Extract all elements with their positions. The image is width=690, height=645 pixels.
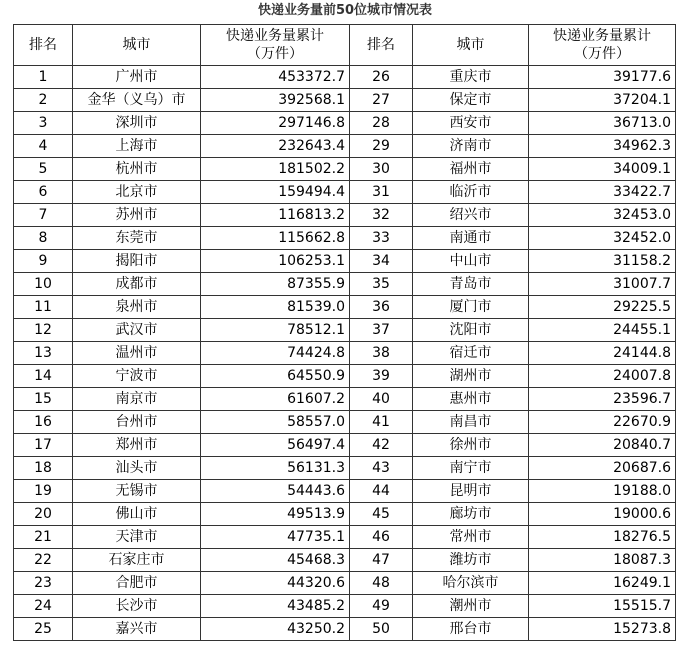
left-city-cell: 杭州市 [73, 158, 201, 181]
table-row [14, 549, 676, 572]
left-rank-cell: 15 [14, 388, 73, 411]
right-city-cell: 保定市 [413, 89, 529, 112]
left-volume-cell: 115662.8 [201, 227, 350, 250]
table-row [14, 388, 676, 411]
right-rank-cell: 29 [350, 135, 413, 158]
left-city-cell: 武汉市 [73, 319, 201, 342]
right-rank-cell: 46 [350, 526, 413, 549]
right-city-cell: 南昌市 [413, 411, 529, 434]
right-rank-cell: 48 [350, 572, 413, 595]
left-rank-cell: 8 [14, 227, 73, 250]
table-row [14, 526, 676, 549]
header-volume [529, 25, 676, 66]
right-city-cell: 宿迁市 [413, 342, 529, 365]
left-rank-cell: 17 [14, 434, 73, 457]
right-volume-cell: 31007.7 [529, 273, 676, 296]
table-row [14, 66, 676, 89]
right-rank-cell: 38 [350, 342, 413, 365]
right-volume-cell: 32453.0 [529, 204, 676, 227]
right-volume-cell: 15273.8 [529, 618, 676, 641]
left-volume-cell: 43485.2 [201, 595, 350, 618]
header-volume-line2: （万件） [574, 46, 630, 62]
table-row [14, 181, 676, 204]
left-city-cell: 宁波市 [73, 365, 201, 388]
right-volume-cell: 24455.1 [529, 319, 676, 342]
left-volume-cell: 44320.6 [201, 572, 350, 595]
table-row [14, 411, 676, 434]
left-volume-cell: 49513.9 [201, 503, 350, 526]
table-row [14, 618, 676, 641]
table-row [14, 342, 676, 365]
left-city-cell: 合肥市 [73, 572, 201, 595]
right-city-cell: 重庆市 [413, 66, 529, 89]
left-rank-cell: 25 [14, 618, 73, 641]
table-row [14, 434, 676, 457]
left-rank-cell: 14 [14, 365, 73, 388]
left-volume-cell: 74424.8 [201, 342, 350, 365]
left-volume-cell: 58557.0 [201, 411, 350, 434]
header-rank: 排名 [14, 25, 73, 66]
right-rank-cell: 33 [350, 227, 413, 250]
left-city-cell: 揭阳市 [73, 250, 201, 273]
left-volume-cell: 87355.9 [201, 273, 350, 296]
left-rank-cell: 6 [14, 181, 73, 204]
right-volume-cell: 37204.1 [529, 89, 676, 112]
right-city-cell: 福州市 [413, 158, 529, 181]
right-rank-cell: 42 [350, 434, 413, 457]
right-city-cell: 潮州市 [413, 595, 529, 618]
right-volume-cell: 18087.3 [529, 549, 676, 572]
left-rank-cell: 3 [14, 112, 73, 135]
left-rank-cell: 1 [14, 66, 73, 89]
left-volume-cell: 56497.4 [201, 434, 350, 457]
left-rank-cell: 19 [14, 480, 73, 503]
left-volume-cell: 54443.6 [201, 480, 350, 503]
right-city-cell: 哈尔滨市 [413, 572, 529, 595]
left-rank-cell: 13 [14, 342, 73, 365]
right-volume-cell: 19000.6 [529, 503, 676, 526]
left-rank-cell: 4 [14, 135, 73, 158]
left-rank-cell: 10 [14, 273, 73, 296]
table-row [14, 572, 676, 595]
left-city-cell: 石家庄市 [73, 549, 201, 572]
left-city-cell: 长沙市 [73, 595, 201, 618]
right-rank-cell: 47 [350, 549, 413, 572]
right-rank-cell: 41 [350, 411, 413, 434]
right-city-cell: 廊坊市 [413, 503, 529, 526]
right-rank-cell: 30 [350, 158, 413, 181]
left-rank-cell: 5 [14, 158, 73, 181]
right-volume-cell: 24007.8 [529, 365, 676, 388]
header-row [14, 25, 676, 66]
left-rank-cell: 23 [14, 572, 73, 595]
right-volume-cell: 29225.5 [529, 296, 676, 319]
left-rank-cell: 7 [14, 204, 73, 227]
right-city-cell: 济南市 [413, 135, 529, 158]
right-volume-cell: 33422.7 [529, 181, 676, 204]
left-volume-cell: 61607.2 [201, 388, 350, 411]
right-rank-cell: 32 [350, 204, 413, 227]
right-volume-cell: 18276.5 [529, 526, 676, 549]
left-volume-cell: 181502.2 [201, 158, 350, 181]
right-volume-cell: 32452.0 [529, 227, 676, 250]
city-ranking-table [13, 24, 676, 641]
left-city-cell: 上海市 [73, 135, 201, 158]
right-rank-cell: 50 [350, 618, 413, 641]
left-rank-cell: 12 [14, 319, 73, 342]
table-row [14, 227, 676, 250]
table-body [14, 66, 676, 641]
left-volume-cell: 392568.1 [201, 89, 350, 112]
left-rank-cell: 24 [14, 595, 73, 618]
right-rank-cell: 26 [350, 66, 413, 89]
right-volume-cell: 39177.6 [529, 66, 676, 89]
left-rank-cell: 20 [14, 503, 73, 526]
right-city-cell: 湖州市 [413, 365, 529, 388]
right-city-cell: 中山市 [413, 250, 529, 273]
left-volume-cell: 47735.1 [201, 526, 350, 549]
left-city-cell: 东莞市 [73, 227, 201, 250]
left-rank-cell: 11 [14, 296, 73, 319]
left-volume-cell: 297146.8 [201, 112, 350, 135]
right-rank-cell: 36 [350, 296, 413, 319]
right-volume-cell: 24144.8 [529, 342, 676, 365]
left-volume-cell: 106253.1 [201, 250, 350, 273]
right-rank-cell: 39 [350, 365, 413, 388]
left-rank-cell: 21 [14, 526, 73, 549]
right-city-cell: 南通市 [413, 227, 529, 250]
left-volume-cell: 116813.2 [201, 204, 350, 227]
header-volume [201, 25, 350, 66]
left-volume-cell: 43250.2 [201, 618, 350, 641]
right-city-cell: 青岛市 [413, 273, 529, 296]
right-city-cell: 昆明市 [413, 480, 529, 503]
left-city-cell: 成都市 [73, 273, 201, 296]
right-rank-cell: 45 [350, 503, 413, 526]
left-city-cell: 泉州市 [73, 296, 201, 319]
table-row [14, 135, 676, 158]
right-city-cell: 厦门市 [413, 296, 529, 319]
right-rank-cell: 34 [350, 250, 413, 273]
table-row [14, 503, 676, 526]
right-volume-cell: 36713.0 [529, 112, 676, 135]
left-volume-cell: 78512.1 [201, 319, 350, 342]
table-row [14, 273, 676, 296]
right-rank-cell: 43 [350, 457, 413, 480]
table-row [14, 204, 676, 227]
table-row [14, 250, 676, 273]
header-city: 城市 [73, 25, 201, 66]
right-volume-cell: 15515.7 [529, 595, 676, 618]
header-rank: 排名 [350, 25, 413, 66]
right-volume-cell: 19188.0 [529, 480, 676, 503]
left-city-cell: 北京市 [73, 181, 201, 204]
right-volume-cell: 22670.9 [529, 411, 676, 434]
table-row [14, 365, 676, 388]
right-city-cell: 西安市 [413, 112, 529, 135]
left-rank-cell: 9 [14, 250, 73, 273]
left-rank-cell: 18 [14, 457, 73, 480]
header-city: 城市 [413, 25, 529, 66]
header-volume-line2: （万件） [247, 46, 303, 62]
header-volume-line1: 快递业务量累计 [226, 28, 324, 44]
right-city-cell: 常州市 [413, 526, 529, 549]
left-city-cell: 南京市 [73, 388, 201, 411]
left-rank-cell: 16 [14, 411, 73, 434]
right-rank-cell: 35 [350, 273, 413, 296]
left-city-cell: 佛山市 [73, 503, 201, 526]
right-rank-cell: 37 [350, 319, 413, 342]
left-city-cell: 嘉兴市 [73, 618, 201, 641]
table-title: 快递业务量前50位城市情况表 [257, 3, 433, 18]
right-volume-cell: 20687.6 [529, 457, 676, 480]
left-city-cell: 苏州市 [73, 204, 201, 227]
right-volume-cell: 20840.7 [529, 434, 676, 457]
table-row [14, 158, 676, 181]
right-rank-cell: 28 [350, 112, 413, 135]
left-city-cell: 广州市 [73, 66, 201, 89]
left-city-cell: 无锡市 [73, 480, 201, 503]
right-city-cell: 沈阳市 [413, 319, 529, 342]
right-rank-cell: 31 [350, 181, 413, 204]
right-city-cell: 邢台市 [413, 618, 529, 641]
left-city-cell: 深圳市 [73, 112, 201, 135]
right-rank-cell: 27 [350, 89, 413, 112]
left-city-cell: 郑州市 [73, 434, 201, 457]
left-rank-cell: 22 [14, 549, 73, 572]
table-row [14, 319, 676, 342]
right-volume-cell: 34962.3 [529, 135, 676, 158]
left-volume-cell: 232643.4 [201, 135, 350, 158]
table-row [14, 296, 676, 319]
right-city-cell: 临沂市 [413, 181, 529, 204]
left-city-cell: 天津市 [73, 526, 201, 549]
table-row [14, 480, 676, 503]
right-city-cell: 绍兴市 [413, 204, 529, 227]
right-volume-cell: 34009.1 [529, 158, 676, 181]
left-volume-cell: 453372.7 [201, 66, 350, 89]
left-volume-cell: 45468.3 [201, 549, 350, 572]
left-city-cell: 台州市 [73, 411, 201, 434]
right-rank-cell: 40 [350, 388, 413, 411]
left-volume-cell: 159494.4 [201, 181, 350, 204]
table-row [14, 457, 676, 480]
left-volume-cell: 56131.3 [201, 457, 350, 480]
table-row [14, 89, 676, 112]
table-row [14, 595, 676, 618]
right-volume-cell: 31158.2 [529, 250, 676, 273]
left-city-cell: 温州市 [73, 342, 201, 365]
right-city-cell: 徐州市 [413, 434, 529, 457]
table-row [14, 112, 676, 135]
right-city-cell: 南宁市 [413, 457, 529, 480]
right-city-cell: 惠州市 [413, 388, 529, 411]
left-volume-cell: 64550.9 [201, 365, 350, 388]
header-volume-line1: 快递业务量累计 [553, 28, 651, 44]
left-rank-cell: 2 [14, 89, 73, 112]
right-city-cell: 潍坊市 [413, 549, 529, 572]
right-volume-cell: 23596.7 [529, 388, 676, 411]
left-city-cell: 汕头市 [73, 457, 201, 480]
left-volume-cell: 81539.0 [201, 296, 350, 319]
right-volume-cell: 16249.1 [529, 572, 676, 595]
left-city-cell: 金华（义乌）市 [73, 89, 201, 112]
right-rank-cell: 49 [350, 595, 413, 618]
right-rank-cell: 44 [350, 480, 413, 503]
